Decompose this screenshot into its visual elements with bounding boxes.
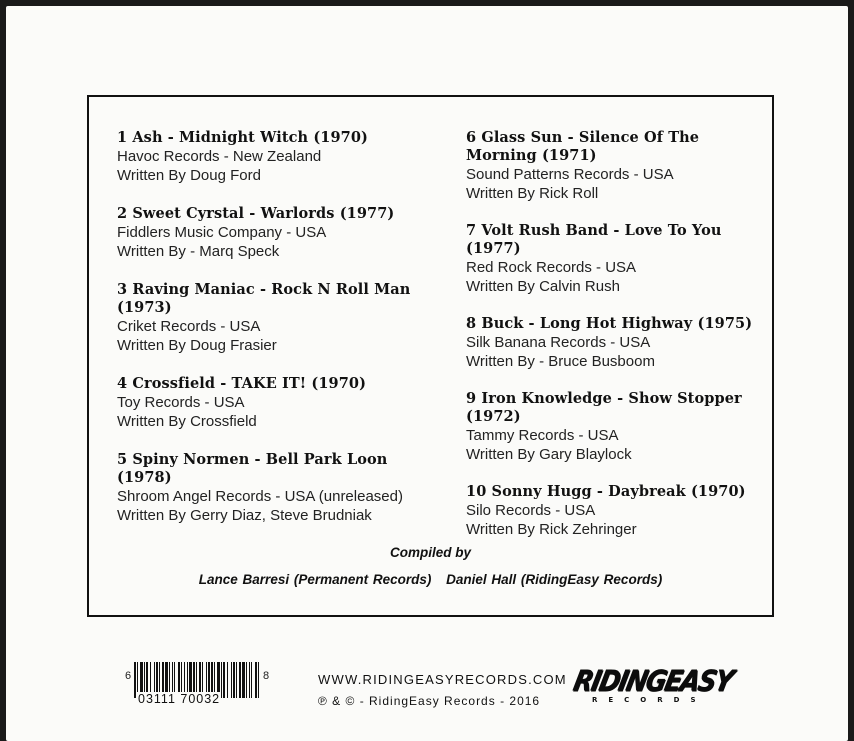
compiled-by-heading: Compiled by: [389, 545, 471, 560]
track-title: 3 Raving Maniac - Rock N Roll Man (1973): [117, 281, 411, 316]
track-entry: [466, 129, 756, 203]
website-url[interactable]: WWW.RIDINGEASYRECORDS.COM: [318, 672, 567, 687]
track-writer: Written By Rick Zehringer: [466, 521, 637, 538]
logo-wordmark: RIDINGEASY: [570, 663, 736, 698]
track-label: Criket Records - USA: [117, 318, 261, 335]
track-label: Havoc Records - New Zealand: [117, 148, 322, 165]
barcode-digit-left: 6: [125, 670, 132, 682]
track-writer: Written By Rick Roll: [466, 185, 599, 202]
track-writer: Written By Gerry Diaz, Steve Brudniak: [117, 507, 372, 524]
track-writer: Written By Doug Ford: [117, 167, 261, 184]
track-title: 10 Sonny Hugg - Daybreak (1970): [466, 483, 746, 500]
ridingeasy-logo: [570, 663, 736, 708]
track-title: 4 Crossfield - TAKE IT! (1970): [117, 375, 367, 392]
track-title: 7 Volt Rush Band - Love To You (1977): [466, 222, 722, 257]
track-title: 1 Ash - Midnight Witch (1970): [117, 129, 369, 146]
track-entry: [466, 222, 756, 296]
track-entry: [466, 390, 756, 464]
track-writer: Written By Crossfield: [117, 413, 257, 430]
compiler-name: Lance Barresi (Permanent Records): [198, 572, 432, 587]
track-label: Tammy Records - USA: [466, 427, 619, 444]
track-label: Silk Banana Records - USA: [466, 334, 651, 351]
copyright-notice: ℗ & © - RidingEasy Records - 2016: [318, 694, 541, 708]
track-entry: [117, 451, 447, 525]
logo-subtitle: RECORDS: [592, 696, 707, 704]
track-label: Red Rock Records - USA: [466, 259, 637, 276]
track-title: 9 Iron Knowledge - Show Stopper (1972): [466, 390, 742, 425]
album-back-cover: [6, 6, 848, 741]
compiler-name: Daniel Hall (RidingEasy Records): [446, 572, 663, 587]
track-writer: Written By Calvin Rush: [466, 278, 620, 295]
track-title: 6 Glass Sun - Silence Of The Morning (1971): [466, 129, 700, 164]
track-title: 8 Buck - Long Hot Highway (1975): [466, 315, 753, 332]
track-title: 2 Sweet Cyrstal - Warlords (1977): [117, 205, 395, 222]
track-label: Sound Patterns Records - USA: [466, 166, 674, 183]
tracklist-right-column: [466, 129, 756, 558]
track-entry: [466, 315, 756, 371]
compilers-line: [89, 572, 772, 587]
track-writer: Written By - Marq Speck: [117, 243, 280, 260]
track-writer: Written By - Bruce Busboom: [466, 353, 655, 370]
track-entry: [117, 375, 447, 431]
track-writer: Written By Gary Blaylock: [466, 446, 632, 463]
track-label: Toy Records - USA: [117, 394, 245, 411]
track-writer: Written By Doug Frasier: [117, 337, 277, 354]
track-label: Fiddlers Music Company - USA: [117, 224, 327, 241]
track-label: Shroom Angel Records - USA (unreleased): [117, 488, 403, 505]
track-label: Silo Records - USA: [466, 502, 596, 519]
track-title: 5 Spiny Normen - Bell Park Loon (1978): [117, 451, 388, 486]
barcode-digits: 03111 70032: [138, 692, 221, 706]
track-entry: [117, 205, 447, 261]
tracklist-frame: [87, 95, 774, 617]
barcode: [125, 662, 275, 712]
tracklist-left-column: [117, 129, 447, 545]
track-entry: [117, 129, 447, 185]
track-entry: [466, 483, 756, 539]
barcode-digit-right: 8: [263, 670, 270, 682]
track-entry: [117, 281, 447, 355]
